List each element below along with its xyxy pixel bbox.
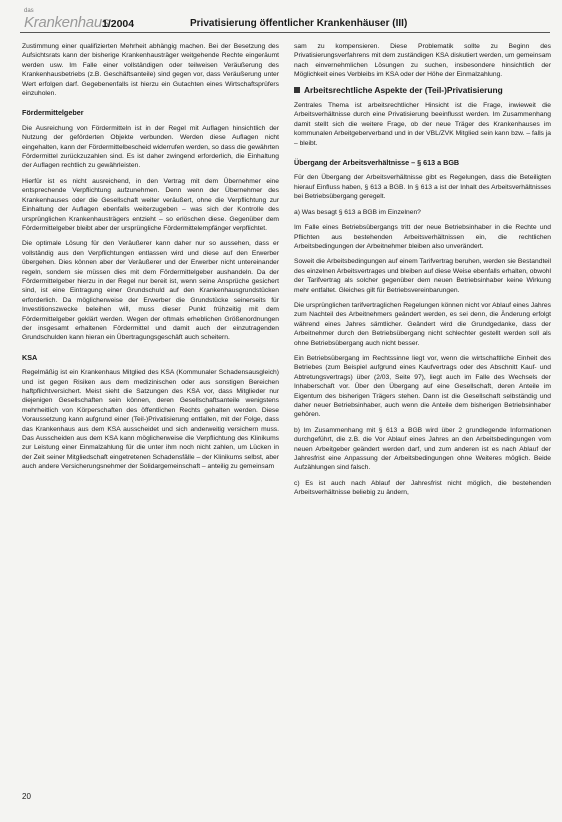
subheading-613a: Übergang der Arbeitsverhältnisse – § 613 a BGB bbox=[294, 158, 460, 168]
right-column bbox=[294, 42, 551, 784]
page-number: 20 bbox=[22, 792, 31, 801]
paragraph: c) Es ist auch nach Ablauf der Jahresfrist nicht möglich, die bestehenden Arbeitsverhältnisse beliebig zu ändern, bbox=[294, 479, 551, 497]
page-header bbox=[20, 8, 550, 38]
paragraph: Die ursprünglichen tarifvertraglichen Regelungen können nicht vor Ablauf eines Jahres zum Nachteil des Arbeitnehmers geändert werden, es sei denn, die Änderung erfolgt während eines Jahres sämtlicher. Geändert wird die Grundgedanke, dass der Arbeitnehmer durch den Betriebsübergang nicht schlechter gestellt werden soll als ohne Betriebsübergang auch nicht besser. bbox=[294, 301, 551, 347]
paragraph: Die optimale Lösung für den Veräußerer kann daher nur so aussehen, dass er vollständig aus den Verpflichtungen entlassen wird und diese auf den Erwerber übergehen. Dies können aber der Veräußerer und der Erwerber nicht untereinander regeln, sondern sie müssen dies mit dem Fördermittelgeber aushandeln. Da der Fördermittelgeber hierzu in der Regel nur bereit ist, wenn seine Ansprüche gesichert sind, ist eine Eintragung einer Grundschuld auf den Krankenhausgrundstücken erforderlich. Da möglicherweise der Erwerber die Grundstücke seinerseits für Investitionszwecke beleihen will, muss dieser Punkt frühzeitig mit dem Fördermittelgeber geklärt werden. Wegen der oftmals erheblichen Größenordnungen der insgesamt erhaltenen Fördermittel und damit auch der einzutragenden Grundschulden kann hieran ein Übertragungsgeschäft auch scheitern. bbox=[22, 240, 279, 342]
logo-small-text: das bbox=[24, 8, 34, 14]
paragraph: Regelmäßig ist ein Krankenhaus Mitglied des KSA (Kommunaler Schadensausgleich) und ist gegen Risiken aus dem medizinischen oder aus sonstigen Bereichen haftpflichtversichert. Meist sieht die Satzungen des KSA vor, dass Mitglieder nur diejenigen Gesellschaften sein können, deren Gesellschaftsanteile wenigstens mehrheitlich von Körperschaften des öffentlichen Rechts gehalten werden. Diese Voraussetzung kann aufgrund einer (Teil-)Privatisierung entfallen, mit der Folge, dass das Krankenhaus aus dem KSA ausscheidet und sich anderweitig versichern muss. Das Ausscheiden aus dem KSA kann möglicherweise die Verpflichtung des Klinikums zur Leistung einer Einmalzahlung für die unter ihm noch nicht zahlen, um Lücken in der Zeit seiner Mitgliedschaft eingetretenen Schadensfälle – der Klinikums selbst, aber auch andere Versicherungsnehmer der Solidargemeinschaft – anteilig zu gemeinsam bbox=[22, 369, 279, 471]
paragraph: Ein Betriebsübergang im Rechtssinne liegt vor, wenn die wirtschaftliche Einheit des Betriebes (zum Beispiel aufgrund eines Kaufvertrags oder des Abschnitt Kauf- und Abtretungsvertrags) über (2/03, Seite 97), liegt auch im Falle des Wechsels der Inhaberschaft vor. Über den Übergang auf eine Gesellschaft, deren Anteile im Eigentum des bisherigen Trägers stehen. Dann ist die Gesellschaft selbständig und daher neuer Betriebsinhaber, auch wenn die Anteile dem bisherigen Betriebsinhaber gehören. bbox=[294, 354, 551, 419]
subheading-foerdermittelgeber: Fördermittelgeber bbox=[22, 108, 84, 118]
section-heading-text: Arbeitsrechtliche Aspekte der (Teil-)Privatisierung bbox=[304, 84, 503, 95]
paragraph: Zustimmung einer qualifizierten Mehrheit abhängig machen. Bei der Besetzung des Aufsichtsrats kann der bisherige Krankenhausträger weitgehende Rechte eingeräumt werden usw. Im Falle einer vollständigen oder teilweisen Veräußerung des Krankenhausbetriebs (z.B. Geschäftsanteile) sind gegen vor, dass Veräußerung unter Wert erfolgen darf. Gegebenenfalls ist hierzu ein Gutachten eines Wirtschaftsprüfers einzuholen. bbox=[22, 43, 279, 98]
paragraph: Die Ausreichung von Fördermitteln ist in der Regel mit Auflagen hinsichtlich der Nutzung der geförderten Objekte verbunden. Werden diese Auflagen nicht eingehalten, kann der Fördermittelbescheid widerrufen werden, so dass die gewährten Fördermittel zurückzuzahlen sind. Es ist daher zwingend erforderlich, die Einhaltung der Auflagen rechtlich zu gewährleisten. bbox=[22, 124, 279, 170]
header-rule bbox=[20, 32, 550, 33]
paragraph: Zentrales Thema ist arbeitsrechtlicher Hinsicht ist die Frage, inwieweit die Arbeitsverhältnisse durch eine Privatisierung beeinflusst werden. Im Zusammenhang damit stellt sich die weitere Frage, ob der neue Träger des Krankenhauses im kommunalen Arbeitgeberverband und in der VBL/ZVK Mitglied sein kann bzw. – falls ja – bleibt. bbox=[294, 102, 551, 147]
logo-main-text: Krankenhaus bbox=[24, 14, 110, 31]
left-column bbox=[22, 42, 279, 784]
issue-number: 1/2004 bbox=[102, 18, 135, 30]
subheading-ksa: KSA bbox=[22, 352, 38, 362]
paragraph: Hierfür ist es nicht ausreichend, in den Vertrag mit dem Übernehmer eine entsprechende Verpflichtung aufzunehmen. Denn wenn der Übernehmer des Krankenhauses oder die Gesellschaft weiter veräußert, ohne die Verpflichtung zur Einhaltung der Auflagen ebenfalls weiterzugeben – was sich der Kontrolle des ursprünglichen Krankenhausträgers entzieht – so erlöschen diese. Gegenüber dem Fördermittelgeber bleibt aber der ursprüngliche Fördermittelempfänger verpflichtet. bbox=[22, 177, 279, 232]
paragraph: b) Im Zusammenhang mit § 613 a BGB wird über 2 grundlegende Informationen durchgeführt, die z.B. die Vor Ablauf eines Jahres an den Arbeitsbedingungen vom neuen Arbeitgeber geändert werden darf, und zum anderen ist es nach Ablauf der Jahresfrist eine Anpassung der Arbeitsbedingungen ohne Weiteres möglich. Beide Aufzählungen sind falsch. bbox=[294, 426, 551, 472]
paragraph: Für den Übergang der Arbeitsverhältnisse gibt es Regelungen, dass die Beteiligten hierauf Einfluss haben, § 613 a BGB. In § 613 a ist der Inhalt des Arbeitsverhältnisses bei Betriebsübergang geregelt. bbox=[294, 174, 551, 201]
square-bullet-icon bbox=[294, 87, 300, 93]
question-a: a) Was besagt § 613 a BGB im Einzelnen? bbox=[294, 208, 421, 216]
paragraph: Im Falle eines Betriebsübergangs tritt der neue Betriebsinhaber in die Rechte und Pflichten aus bestehenden Arbeitsverhältnissen ein, die rechtlichen Arbeitsbedingungen der Arbeitnehmer bleiben also unverändert. bbox=[294, 224, 551, 250]
paragraph: sam zu kompensieren. Diese Problematik sollte zu Beginn des Privatisierungsverfahrens mit dem zuständigen KSA diskutiert werden, um gemeinsam nach einvernehmlichen Lösungen zu suchen, insbesondere hinsichtlich der Möglichkeit eines Verbleibs im KSA oder der Höhe der Einmalzahlung. bbox=[294, 43, 551, 79]
paragraph: Soweit die Arbeitsbedingungen auf einem Tarifvertrag beruhen, werden sie Bestandteil des einzelnen Arbeitsvertrages und bleiben auf diese Weise ebenfalls erhalten, obwohl der Tarifvertrag als solcher gegenüber dem neuen Betriebsinhaber keine Wirkung mehr entfaltet. Gleiches gilt für Betriebsvereinbarungen. bbox=[294, 258, 551, 294]
section-heading bbox=[294, 86, 551, 95]
running-title: Privatisierung öffentlicher Krankenhäuser (III) bbox=[190, 18, 408, 29]
